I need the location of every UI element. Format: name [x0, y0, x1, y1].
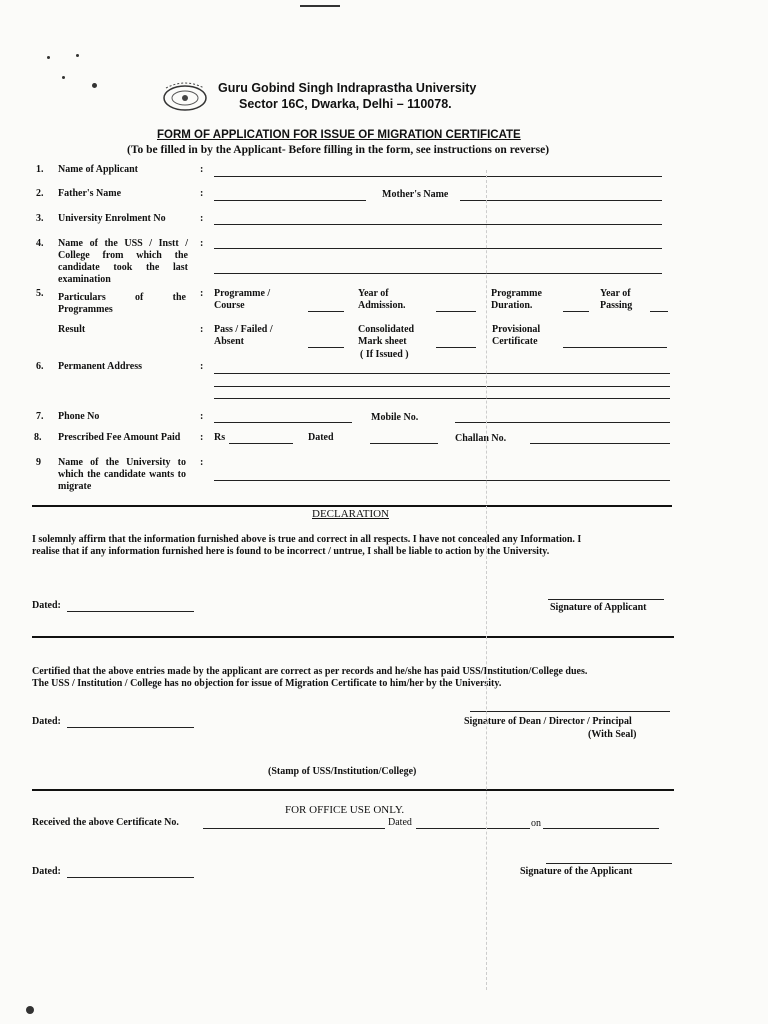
- mobile-no-field[interactable]: [455, 422, 670, 423]
- year-of-passing-field[interactable]: [650, 311, 668, 312]
- field-3-number: 3.: [36, 213, 44, 224]
- address-field-2[interactable]: [214, 386, 670, 387]
- colon: :: [200, 361, 204, 372]
- migrate-university-label: Name of the University to which the candidate wants to migrate: [58, 457, 186, 492]
- programme-course-field[interactable]: [308, 311, 344, 312]
- year-of-admission-field[interactable]: [436, 311, 476, 312]
- colon: :: [200, 238, 204, 249]
- colon: :: [200, 324, 204, 335]
- college-name-label: Name of the USS / Instt / College from which the candidate took the last examination: [58, 238, 188, 285]
- field-5-number: 5.: [36, 288, 44, 299]
- colon: :: [200, 288, 204, 299]
- pass-failed-label: Pass / Failed / Absent: [214, 324, 273, 347]
- certification-line-1: Certified that the above entries made by the applicant are correct as per records and he/she has paid USS/Institution/College dues.: [32, 666, 588, 677]
- speck: [62, 76, 65, 79]
- on-field[interactable]: [543, 828, 659, 829]
- fathers-name-field[interactable]: [214, 200, 366, 201]
- colon: :: [200, 213, 204, 224]
- field-6-number: 6.: [36, 361, 44, 372]
- field-7-number: 7.: [36, 411, 44, 422]
- if-issued-label: ( If Issued ): [360, 349, 409, 360]
- section-divider: [32, 505, 672, 507]
- office-applicant-dated-label: Dated:: [32, 866, 61, 877]
- fold-line: [486, 170, 487, 990]
- result-label: Result: [58, 324, 86, 335]
- applicant-signature-label: Signature of Applicant: [550, 602, 647, 613]
- dean-signature-label: Signature of Dean / Director / Principal: [464, 716, 632, 727]
- challan-no-field[interactable]: [530, 443, 670, 444]
- speck: [26, 1006, 34, 1014]
- pass-failed-field[interactable]: [308, 347, 344, 348]
- programme-duration-label: Programme Duration.: [491, 288, 542, 311]
- field-8-number: 8.: [34, 432, 42, 443]
- mothers-name-label: Mother's Name: [382, 189, 449, 200]
- office-applicant-signature-line[interactable]: [546, 863, 672, 864]
- office-applicant-dated-field[interactable]: [67, 877, 194, 878]
- rs-label: Rs: [214, 432, 226, 443]
- with-seal-label: (With Seal): [588, 729, 637, 740]
- dated-label: Dated: [308, 432, 334, 443]
- colon: :: [200, 411, 204, 422]
- office-applicant-signature-label: Signature of the Applicant: [520, 866, 633, 877]
- name-of-applicant-field[interactable]: [214, 176, 662, 177]
- speck: [92, 83, 97, 88]
- challan-no-label: Challan No.: [455, 433, 507, 444]
- declaration-line-2: realise that if any information furnished here is found to be incorrect / untrue, I shall be liable to action by the University.: [32, 546, 550, 557]
- college-name-field-1[interactable]: [214, 248, 662, 249]
- permanent-address-label: Permanent Address: [58, 361, 142, 372]
- address-field-3[interactable]: [214, 398, 670, 399]
- received-certificate-label: Received the above Certificate No.: [32, 817, 179, 828]
- programme-course-label: Programme / Course: [214, 288, 271, 311]
- office-dated-field[interactable]: [416, 828, 530, 829]
- enrolment-no-label: University Enrolment No: [58, 213, 166, 224]
- consolidated-marksheet-label: Consolidated Mark sheet: [358, 324, 415, 347]
- form-title: FORM OF APPLICATION FOR ISSUE OF MIGRATION CERTIFICATE: [157, 129, 521, 141]
- form-instruction: (To be filled in by the Applicant- Before filling in the form, see instructions on reverse): [127, 144, 550, 156]
- field-4-number: 4.: [36, 238, 44, 249]
- on-label: on: [531, 818, 541, 829]
- dean-signature-line[interactable]: [470, 711, 670, 712]
- migrate-university-field[interactable]: [214, 480, 670, 481]
- applicant-signature-line[interactable]: [548, 599, 664, 600]
- mothers-name-field[interactable]: [460, 200, 662, 201]
- speck: [47, 56, 50, 59]
- speck: [76, 54, 79, 57]
- certification-dated-field[interactable]: [67, 727, 194, 728]
- particulars-label: Particulars of the Programmes: [58, 292, 186, 315]
- certification-line-2: The USS / Institution / College has no objection for issue of Migration Certificate to him/her by the University.: [32, 678, 502, 689]
- year-of-passing-label: Year of Passing: [600, 288, 633, 311]
- phone-no-field[interactable]: [214, 422, 352, 423]
- fathers-name-label: Father's Name: [58, 188, 122, 199]
- provisional-certificate-field[interactable]: [563, 347, 667, 348]
- stamp-label: (Stamp of USS/Institution/College): [268, 766, 417, 777]
- address-field-1[interactable]: [214, 373, 670, 374]
- field-9-number: 9: [36, 457, 41, 468]
- declaration-line-1: I solemnly affirm that the information furnished above is true and correct in all respects. I have not concealed any Information. I: [32, 534, 582, 545]
- field-1-number: 1.: [36, 164, 44, 175]
- name-of-applicant-label: Name of Applicant: [58, 164, 138, 175]
- colon: :: [200, 457, 204, 468]
- fee-amount-field[interactable]: [229, 443, 293, 444]
- top-mark: [300, 5, 340, 7]
- declaration-dated-field[interactable]: [67, 611, 194, 612]
- provisional-certificate-label: Provisional Certificate: [492, 324, 541, 347]
- declaration-title: DECLARATION: [312, 508, 389, 520]
- mobile-no-label: Mobile No.: [371, 412, 419, 423]
- university-address: Sector 16C, Dwarka, Delhi – 110078.: [239, 97, 452, 111]
- university-name: Guru Gobind Singh Indraprastha University: [218, 81, 477, 95]
- university-logo: [160, 80, 210, 114]
- colon: :: [200, 188, 204, 199]
- phone-no-label: Phone No: [58, 411, 100, 422]
- office-dated-label: Dated: [388, 817, 412, 828]
- declaration-dated-label: Dated:: [32, 600, 61, 611]
- section-divider: [32, 636, 674, 638]
- certificate-no-field[interactable]: [203, 828, 385, 829]
- year-of-admission-label: Year of Admission.: [358, 288, 406, 311]
- certification-dated-label: Dated:: [32, 716, 61, 727]
- colon: :: [200, 432, 204, 443]
- section-divider: [32, 789, 674, 791]
- fee-dated-field[interactable]: [370, 443, 438, 444]
- college-name-field-2[interactable]: [214, 273, 662, 274]
- programme-duration-field[interactable]: [563, 311, 589, 312]
- colon: :: [200, 164, 204, 175]
- fee-amount-label: Prescribed Fee Amount Paid: [58, 432, 181, 443]
- enrolment-no-field[interactable]: [214, 224, 662, 225]
- consolidated-marksheet-field[interactable]: [436, 347, 476, 348]
- field-2-number: 2.: [36, 188, 44, 199]
- office-use-title: FOR OFFICE USE ONLY.: [285, 804, 405, 816]
